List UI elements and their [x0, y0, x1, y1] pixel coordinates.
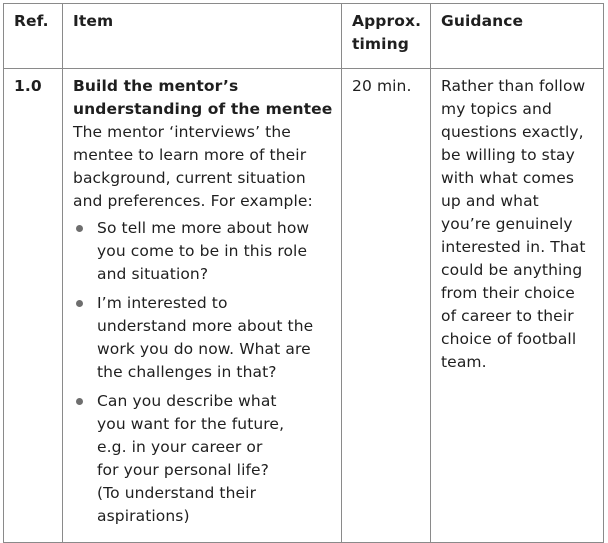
question-line: (To understand their	[97, 484, 257, 502]
table-header-row	[4, 4, 604, 69]
question-line: Can you describe what	[97, 392, 277, 410]
guidance-line: you’re genuinely	[441, 215, 573, 233]
question-line: you come to be in this role	[97, 242, 308, 260]
question-line: work you do now. What are	[97, 340, 311, 358]
timing-cell: 20 min.	[342, 69, 431, 543]
header-timing-line1: Approx.	[352, 12, 422, 30]
guidance-line: team.	[441, 353, 487, 371]
question-line: So tell me more about how	[97, 219, 310, 237]
header-timing	[342, 4, 431, 69]
item-intro	[73, 121, 333, 213]
question-line: I’m interested to	[97, 294, 228, 312]
bullet-icon	[76, 398, 83, 405]
header-guidance: Guidance	[431, 4, 604, 69]
guidance-line: my topics and	[441, 100, 552, 118]
question-line: understand more about the	[97, 317, 314, 335]
question-line: for your personal life?	[97, 461, 270, 479]
question-line: and situation?	[97, 265, 209, 283]
question-line: e.g. in your career or	[97, 438, 263, 456]
item-title	[73, 75, 333, 121]
bullet-icon	[76, 300, 83, 307]
header-ref: Ref.	[4, 4, 63, 69]
guidance-line: interested in. That	[441, 238, 586, 256]
question-line: aspirations)	[97, 507, 190, 525]
item-title-line: understanding of the mentee	[73, 100, 333, 118]
guidance-line: from their choice	[441, 284, 575, 302]
header-item: Item	[63, 4, 342, 69]
guidance-line: up and what	[441, 192, 539, 210]
guidance-line: with what comes	[441, 169, 575, 187]
item-intro-line: mentee to learn more of their	[73, 146, 307, 164]
guidance-line: be willing to stay	[441, 146, 575, 164]
guidance-cell	[431, 69, 604, 543]
mentoring-session-table	[3, 3, 604, 543]
item-title-line: Build the mentor’s	[73, 77, 239, 95]
question-line: you want for the future,	[97, 415, 285, 433]
guidance-line: Rather than follow	[441, 77, 586, 95]
item-intro-line: The mentor ‘interviews’ the	[73, 123, 291, 141]
list-item	[73, 292, 333, 384]
list-item	[73, 217, 333, 286]
guidance-line: questions exactly,	[441, 123, 584, 141]
item-cell	[63, 69, 342, 543]
list-item	[73, 390, 333, 528]
item-intro-line: background, current situation	[73, 169, 306, 187]
guidance-line: of career to their	[441, 307, 574, 325]
table-row	[4, 69, 604, 543]
guidance-line: could be anything	[441, 261, 583, 279]
example-questions-list	[73, 217, 333, 528]
guidance-line: choice of football	[441, 330, 577, 348]
header-timing-line2: timing	[352, 35, 409, 53]
item-intro-line: and preferences. For example:	[73, 192, 313, 210]
bullet-icon	[76, 225, 83, 232]
question-line: the challenges in that?	[97, 363, 277, 381]
ref-cell: 1.0	[4, 69, 63, 543]
